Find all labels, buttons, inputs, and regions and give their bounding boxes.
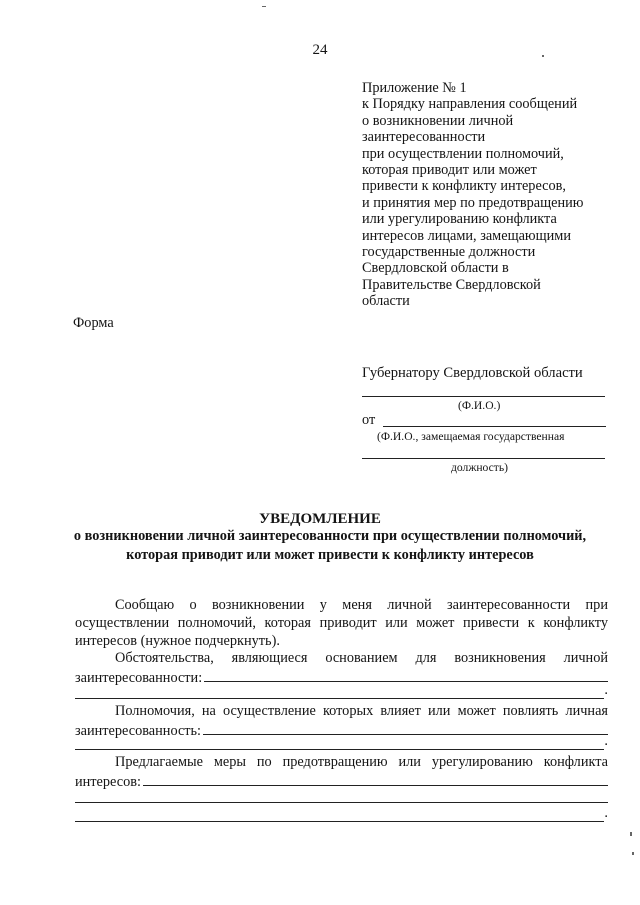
position-line[interactable]	[362, 458, 605, 459]
position-caption: должность)	[451, 461, 508, 474]
from-line[interactable]	[383, 426, 606, 427]
appendix-line: и принятия мер по предотвращению	[362, 194, 584, 211]
appendix-line: интересов лицами, замещающими	[362, 227, 571, 244]
appendix-line: о возникновении личной	[362, 112, 514, 129]
appendix-block	[362, 80, 612, 310]
line-end-dot: .	[604, 682, 608, 698]
text-line: осуществлении полномочий, которая приводит или может привести к конфликту	[75, 615, 608, 632]
scan-speck	[632, 852, 634, 855]
scan-speck	[262, 6, 266, 7]
blank-line[interactable]	[203, 720, 608, 735]
circumstances-extra-line[interactable]	[75, 683, 608, 699]
appendix-line: привести к конфликту интересов,	[362, 178, 566, 195]
appendix-line: к Порядку направления сообщений	[362, 96, 578, 113]
paragraph-notification	[75, 596, 608, 651]
text-line: интересов (нужное подчеркнуть).	[75, 633, 280, 650]
text-line: Обстоятельства, являющиеся основанием для возникновения личной	[115, 650, 608, 666]
field-label: заинтересованность:	[75, 723, 202, 740]
appendix-line: Приложение № 1	[362, 80, 467, 96]
page-number: 24	[312, 42, 328, 58]
field-label: заинтересованности:	[75, 670, 203, 687]
blank-line[interactable]	[75, 790, 608, 803]
appendix-line: заинтересованности	[362, 129, 486, 146]
blank-line[interactable]	[143, 771, 608, 786]
fio-caption: (Ф.И.О.)	[458, 399, 501, 412]
appendix-line: Правительстве Свердловской	[362, 276, 541, 293]
document-subtitle: о возникновении личной заинтересованности при осуществлении полномочий, которая приводит или может привести к конфликту интересов	[73, 528, 587, 563]
fio-line[interactable]	[362, 396, 605, 397]
document-title: УВЕДОМЛЕНИЕ	[259, 511, 381, 527]
text-line: Полномочия, на осуществление которых влияет или может повлиять личная	[115, 703, 608, 719]
form-label: Форма	[73, 315, 114, 331]
field-label: интересов:	[75, 774, 141, 791]
powers-extra-line[interactable]	[75, 734, 608, 750]
from-caption: (Ф.И.О., замещаемая государственная	[377, 430, 565, 443]
text-line: Предлагаемые меры по предотвращению или урегулированию конфликта	[115, 754, 608, 770]
blank-line[interactable]	[75, 809, 604, 822]
appendix-line: Свердловской области в	[362, 260, 509, 277]
appendix-line: или урегулированию конфликта	[362, 211, 557, 228]
measures-extra-line[interactable]	[75, 787, 608, 803]
scan-speck	[542, 55, 544, 57]
line-end-dot: .	[604, 805, 608, 821]
paragraph-circumstances	[75, 649, 608, 687]
paragraph-measures	[75, 753, 608, 791]
line-end-dot: .	[604, 733, 608, 749]
blank-line[interactable]	[204, 667, 608, 682]
scan-speck	[630, 832, 632, 836]
text-line: Сообщаю о возникновении у меня личной заинтересованности при	[115, 597, 608, 613]
appendix-line: которая приводит или может	[362, 162, 537, 179]
blank-line[interactable]	[75, 737, 604, 750]
appendix-line: при осуществлении полномочий,	[362, 145, 564, 162]
measures-extra-line[interactable]	[75, 806, 608, 822]
addressee-to: Губернатору Свердловской области	[362, 365, 583, 381]
appendix-line: области	[362, 293, 410, 310]
appendix-line: государственные должности	[362, 244, 536, 261]
blank-line[interactable]	[75, 686, 604, 699]
from-label: от	[362, 412, 376, 428]
